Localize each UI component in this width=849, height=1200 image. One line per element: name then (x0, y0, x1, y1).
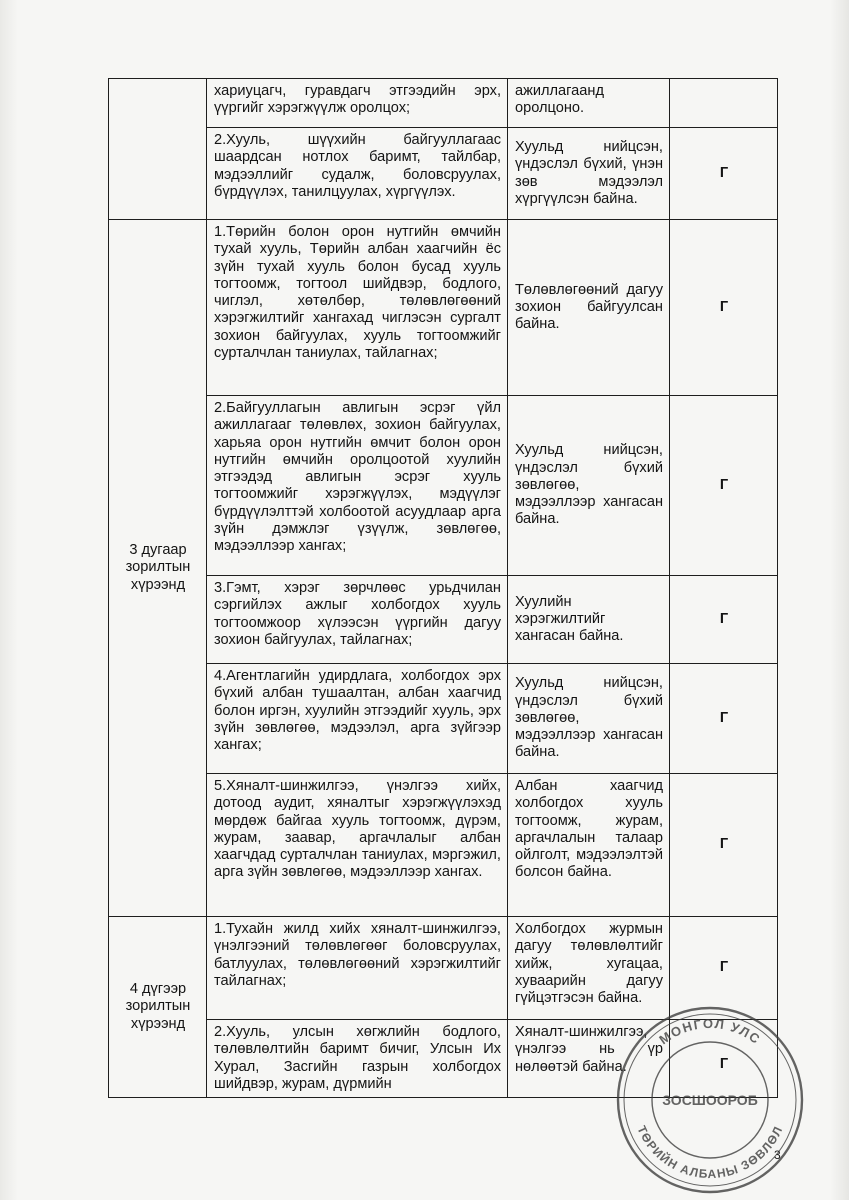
task-cell: 2.Хууль, улсын хөгжлийн бодлого, төлөвлөлтийн баримт бичиг, Улсын Их Хурал, Засгийн газрын холбогдох шийдвэр, журам, дүрмийн (207, 1020, 508, 1098)
table-row (109, 220, 778, 396)
section-4-label: 4 дүгээр зорилтын хүрээнд (109, 917, 207, 1098)
grade-cell: Г (670, 220, 778, 396)
result-cell: Хуульд нийцсэн, үндэслэл бүхий, үнэн зөв мэдээлэл хүргүүлсэн байна. (508, 128, 670, 220)
result-cell: ажиллагаанд оролцоно. (508, 79, 670, 128)
grade-cell: Г (670, 396, 778, 576)
grade-cell: Г (670, 917, 778, 1020)
result-cell: Холбогдох журмын дагуу төлөвлөлтийг хийж, хугацаа, хуваарийн дагуу гүйцэтгэсэн байна. (508, 917, 670, 1020)
grade-cell (670, 79, 778, 128)
task-cell: 4.Агентлагийн удирдлага, холбогдох эрх бүхий албан тушаалтан, албан хаагчид болон иргэн, хуулийн этгээдийг хууль, эрх зүйн зөвлөгөө, мэдээлэл, арга зүйгээр хангах; (207, 664, 508, 774)
grade-cell: Г (670, 1020, 778, 1098)
grade-cell: Г (670, 664, 778, 774)
table-row (109, 774, 778, 917)
result-cell: Хуулийн хэрэгжилтийг хангасан байна. (508, 576, 670, 664)
stamp-center-text: ЗОСШООРОБ (662, 1092, 758, 1108)
task-cell: 3.Гэмт, хэрэг зөрчлөөс урьдчилан сэргийлэх ажлыг холбогдох хууль тогтоомжоор хүлээсэн үүргийн дагуу зохион байгуулах, тайлагнах; (207, 576, 508, 664)
table-row (109, 576, 778, 664)
section-label-cell-empty (109, 79, 207, 220)
result-cell: Төлөвлөгөөний дагуу зохион байгуулсан байна. (508, 220, 670, 396)
section-3-label: 3 дугаар зорилтын хүрээнд (109, 220, 207, 917)
task-cell: 1.Төрийн болон орон нутгийн өмчийн тухай хууль, Төрийн албан хаагчийн ёс зүйн тухай хууль болон бусад хууль тогтоомж, тогтоол шийдвэр, бодлого, чиглэл, хөтөлбөр, төлөвлөгөөний хэрэгжилтийг хангахад чиглэсэн сургалт зохион байгуулах, хууль тогтоомжийг сурталчлан таниулах, тайлагнах; (207, 220, 508, 396)
task-cell: 2.Хууль, шүүхийн байгууллагаас шаардсан нотлох баримт, тайлбар, мэдээллийг судалж, боловсруулах, бүрдүүлэх, танилцуулах, хүргүүлэх. (207, 128, 508, 220)
grade-cell: Г (670, 576, 778, 664)
table-row (109, 128, 778, 220)
page-number: 3 (774, 1148, 781, 1162)
result-cell: Хуульд нийцсэн, үндэслэл бүхий зөвлөгөө, мэдээллээр хангасан байна. (508, 396, 670, 576)
task-cell: хариуцагч, гуравдагч этгээдийн эрх, үүргийг хэрэгжүүлж оролцох; (207, 79, 508, 128)
table-row (109, 396, 778, 576)
table-row (109, 1020, 778, 1098)
table-row (109, 79, 778, 128)
result-cell: Хяналт-шинжилгээ, үнэлгээ нь үр нөлөөтэй байна. (508, 1020, 670, 1098)
stamp-bottom-text: ТӨРИЙН АЛБАНЫ ЗӨВЛӨЛ (634, 1123, 786, 1182)
result-cell: Албан хаагчид холбогдох хууль тогтоомж, журам, аргачлалын талаар ойлголт, мэдээлэлтэй болсон байна. (508, 774, 670, 917)
result-cell: Хуульд нийцсэн, үндэслэл бүхий зөвлөгөө, мэдээллээр хангасан байна. (508, 664, 670, 774)
task-cell: 1.Тухайн жилд хийх хяналт-шинжилгээ, үнэлгээний төлөвлөгөөг боловсруулах, батлуулах, төлөвлөгөөний хэрэгжилтийг тайлагнах; (207, 917, 508, 1020)
grade-cell: Г (670, 774, 778, 917)
evaluation-table (108, 78, 778, 1098)
task-cell: 2.Байгууллагын авлигын эсрэг үйл ажиллагааг төлөвлөх, зохион байгуулах, харьяа орон нутгийн өмчит болон орон нутгийн өмчийн оролцоотой хуулийн этгээдэд авлигын эсрэг хууль тогтоомжийг хэрэгжүүлэх, мэдүүлэг бүрдүүлэлттэй холбоотой асуудлаар арга зүйн дэмжлэг үзүүлж, зөвлөгөө, мэдээллээр хангах; (207, 396, 508, 576)
grade-cell: Г (670, 128, 778, 220)
task-cell: 5.Хяналт-шинжилгээ, үнэлгээ хийх, дотоод аудит, хяналтыг хэрэгжүүлэхэд мөрдөж байгаа хууль тогтоомж, дүрэм, журам, заавар, аргачлалыг албан хаагчдад сурталчлан таниулах, мэргэжил, арга зүйн зөвлөгөө, мэдээллээр хангах. (207, 774, 508, 917)
stamp-top-text: МОНГОЛ УЛС (656, 1015, 764, 1048)
table-row (109, 917, 778, 1020)
table-row (109, 664, 778, 774)
